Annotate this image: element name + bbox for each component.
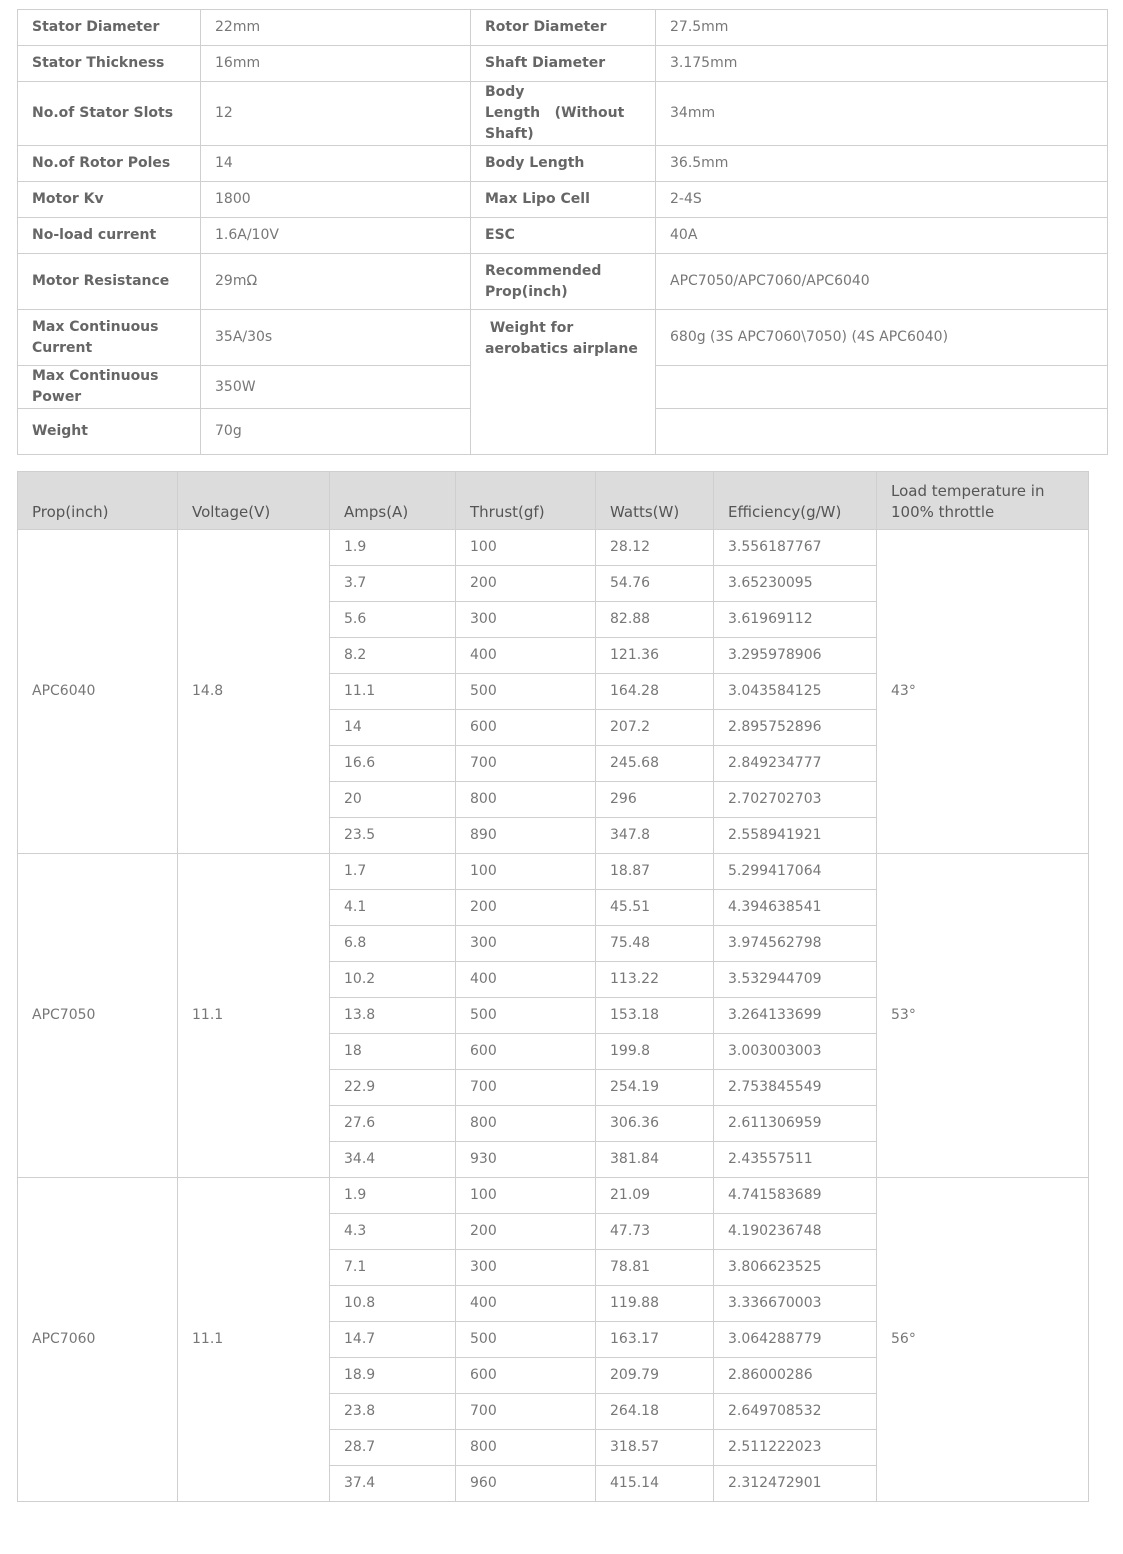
amps-cell: 16.6 — [330, 746, 456, 782]
amps-cell: 28.7 — [330, 1430, 456, 1466]
efficiency-cell: 2.312472901 — [714, 1466, 877, 1502]
spec-value: 34mm — [656, 82, 1108, 146]
voltage-cell: 11.1 — [178, 854, 330, 1178]
watts-cell: 119.88 — [596, 1286, 714, 1322]
spec-value — [656, 366, 1108, 409]
thrust-cell: 400 — [456, 1286, 596, 1322]
watts-cell: 318.57 — [596, 1430, 714, 1466]
efficiency-cell: 3.61969112 — [714, 602, 877, 638]
thrust-cell: 800 — [456, 1430, 596, 1466]
temperature-cell: 53° — [877, 854, 1089, 1178]
spec-label: Weight for aerobatics airplane — [471, 310, 656, 455]
thrust-cell: 500 — [456, 998, 596, 1034]
amps-cell: 23.8 — [330, 1394, 456, 1430]
watts-cell: 207.2 — [596, 710, 714, 746]
amps-cell: 22.9 — [330, 1070, 456, 1106]
prop-cell: APC6040 — [18, 530, 178, 854]
amps-cell: 5.6 — [330, 602, 456, 638]
spec-value: 36.5mm — [656, 146, 1108, 182]
spec-value: 27.5mm — [656, 10, 1108, 46]
amps-cell: 23.5 — [330, 818, 456, 854]
column-header: Amps(A) — [330, 472, 456, 530]
spec-row — [18, 254, 1108, 310]
column-header: Thrust(gf) — [456, 472, 596, 530]
amps-cell: 18 — [330, 1034, 456, 1070]
thrust-cell: 700 — [456, 746, 596, 782]
amps-cell: 3.7 — [330, 566, 456, 602]
amps-cell: 7.1 — [330, 1250, 456, 1286]
amps-cell: 4.3 — [330, 1214, 456, 1250]
spec-value: 1.6A/10V — [201, 218, 471, 254]
amps-cell: 1.7 — [330, 854, 456, 890]
spec-label: Max Continuous Current — [18, 310, 201, 366]
spec-label: Body Length — [471, 146, 656, 182]
spec-value: APC7050/APC7060/APC6040 — [656, 254, 1108, 310]
watts-cell: 264.18 — [596, 1394, 714, 1430]
thrust-cell: 600 — [456, 710, 596, 746]
watts-cell: 75.48 — [596, 926, 714, 962]
watts-cell: 21.09 — [596, 1178, 714, 1214]
amps-cell: 6.8 — [330, 926, 456, 962]
column-header: Watts(W) — [596, 472, 714, 530]
prop-cell: APC7050 — [18, 854, 178, 1178]
thrust-test-table — [17, 471, 1089, 1502]
spec-label: No-load current — [18, 218, 201, 254]
watts-cell: 415.14 — [596, 1466, 714, 1502]
spec-value: 35A/30s — [201, 310, 471, 366]
spec-label: ESC — [471, 218, 656, 254]
thrust-cell: 300 — [456, 1250, 596, 1286]
efficiency-cell: 2.849234777 — [714, 746, 877, 782]
amps-cell: 8.2 — [330, 638, 456, 674]
thrust-cell: 100 — [456, 1178, 596, 1214]
spec-value: 29mΩ — [201, 254, 471, 310]
efficiency-cell: 3.806623525 — [714, 1250, 877, 1286]
efficiency-cell: 4.394638541 — [714, 890, 877, 926]
amps-cell: 1.9 — [330, 530, 456, 566]
amps-cell: 1.9 — [330, 1178, 456, 1214]
temperature-cell: 56° — [877, 1178, 1089, 1502]
table-row — [18, 530, 1089, 566]
prop-cell: APC7060 — [18, 1178, 178, 1502]
amps-cell: 14.7 — [330, 1322, 456, 1358]
amps-cell: 4.1 — [330, 890, 456, 926]
watts-cell: 78.81 — [596, 1250, 714, 1286]
efficiency-cell: 3.532944709 — [714, 962, 877, 998]
efficiency-cell: 3.974562798 — [714, 926, 877, 962]
spec-label: Shaft Diameter — [471, 46, 656, 82]
watts-cell: 54.76 — [596, 566, 714, 602]
watts-cell: 209.79 — [596, 1358, 714, 1394]
spec-value: 3.175mm — [656, 46, 1108, 82]
spec-row — [18, 82, 1108, 146]
spec-label: Rotor Diameter — [471, 10, 656, 46]
thrust-cell: 700 — [456, 1070, 596, 1106]
spec-row — [18, 10, 1108, 46]
watts-cell: 82.88 — [596, 602, 714, 638]
motor-spec-table — [17, 9, 1108, 455]
spec-label: Body Length (Without Shaft) — [471, 82, 656, 146]
thrust-cell: 890 — [456, 818, 596, 854]
efficiency-cell: 2.649708532 — [714, 1394, 877, 1430]
spec-label: Motor Resistance — [18, 254, 201, 310]
thrust-test-body — [18, 530, 1089, 1502]
spec-label: Max Continuous Power — [18, 366, 201, 409]
spec-value: 14 — [201, 146, 471, 182]
watts-cell: 199.8 — [596, 1034, 714, 1070]
efficiency-cell: 4.741583689 — [714, 1178, 877, 1214]
voltage-cell: 11.1 — [178, 1178, 330, 1502]
thrust-cell: 400 — [456, 638, 596, 674]
thrust-cell: 100 — [456, 854, 596, 890]
spec-label: Stator Diameter — [18, 10, 201, 46]
table-row — [18, 854, 1089, 890]
watts-cell: 153.18 — [596, 998, 714, 1034]
spec-value: 350W — [201, 366, 471, 409]
efficiency-cell: 2.558941921 — [714, 818, 877, 854]
column-header: Load temperature in 100% throttle — [877, 472, 1089, 530]
amps-cell: 13.8 — [330, 998, 456, 1034]
watts-cell: 245.68 — [596, 746, 714, 782]
thrust-cell: 960 — [456, 1466, 596, 1502]
temperature-cell: 43° — [877, 530, 1089, 854]
spec-value: 22mm — [201, 10, 471, 46]
efficiency-cell: 3.043584125 — [714, 674, 877, 710]
watts-cell: 164.28 — [596, 674, 714, 710]
watts-cell: 18.87 — [596, 854, 714, 890]
thrust-cell: 200 — [456, 566, 596, 602]
spec-row — [18, 182, 1108, 218]
watts-cell: 45.51 — [596, 890, 714, 926]
spec-value: 1800 — [201, 182, 471, 218]
spec-value — [656, 409, 1108, 455]
watts-cell: 28.12 — [596, 530, 714, 566]
voltage-cell: 14.8 — [178, 530, 330, 854]
spec-value: 12 — [201, 82, 471, 146]
thrust-cell: 800 — [456, 782, 596, 818]
efficiency-cell: 2.86000286 — [714, 1358, 877, 1394]
efficiency-cell: 3.336670003 — [714, 1286, 877, 1322]
column-header: Efficiency(g/W) — [714, 472, 877, 530]
spec-label: No.of Rotor Poles — [18, 146, 201, 182]
spec-label: No.of Stator Slots — [18, 82, 201, 146]
thrust-cell: 400 — [456, 962, 596, 998]
spec-row — [18, 146, 1108, 182]
thrust-cell: 600 — [456, 1358, 596, 1394]
thrust-cell: 200 — [456, 1214, 596, 1250]
thrust-cell: 930 — [456, 1142, 596, 1178]
watts-cell: 306.36 — [596, 1106, 714, 1142]
spec-value: 680g (3S APC7060\7050) (4S APC6040) — [656, 310, 1108, 366]
watts-cell: 163.17 — [596, 1322, 714, 1358]
thrust-cell: 700 — [456, 1394, 596, 1430]
amps-cell: 18.9 — [330, 1358, 456, 1394]
watts-cell: 296 — [596, 782, 714, 818]
spec-value: 16mm — [201, 46, 471, 82]
spec-value: 70g — [201, 409, 471, 455]
efficiency-cell: 4.190236748 — [714, 1214, 877, 1250]
spec-label: Max Lipo Cell — [471, 182, 656, 218]
amps-cell: 27.6 — [330, 1106, 456, 1142]
thrust-cell: 800 — [456, 1106, 596, 1142]
amps-cell: 11.1 — [330, 674, 456, 710]
column-header: Voltage(V) — [178, 472, 330, 530]
spec-label: Motor Kv — [18, 182, 201, 218]
watts-cell: 113.22 — [596, 962, 714, 998]
watts-cell: 47.73 — [596, 1214, 714, 1250]
efficiency-cell: 5.299417064 — [714, 854, 877, 890]
watts-cell: 381.84 — [596, 1142, 714, 1178]
efficiency-cell: 3.264133699 — [714, 998, 877, 1034]
amps-cell: 34.4 — [330, 1142, 456, 1178]
spec-row — [18, 310, 1108, 366]
efficiency-cell: 2.702702703 — [714, 782, 877, 818]
thrust-cell: 200 — [456, 890, 596, 926]
spec-label: Stator Thickness — [18, 46, 201, 82]
efficiency-cell: 2.895752896 — [714, 710, 877, 746]
efficiency-cell: 2.511222023 — [714, 1430, 877, 1466]
efficiency-cell: 2.753845549 — [714, 1070, 877, 1106]
spec-row — [18, 46, 1108, 82]
column-header: Prop(inch) — [18, 472, 178, 530]
efficiency-cell: 3.556187767 — [714, 530, 877, 566]
watts-cell: 347.8 — [596, 818, 714, 854]
watts-cell: 121.36 — [596, 638, 714, 674]
efficiency-cell: 2.43557511 — [714, 1142, 877, 1178]
spec-value: 40A — [656, 218, 1108, 254]
efficiency-cell: 3.003003003 — [714, 1034, 877, 1070]
spec-label: Recommended Prop(inch) — [471, 254, 656, 310]
efficiency-cell: 3.295978906 — [714, 638, 877, 674]
efficiency-cell: 2.611306959 — [714, 1106, 877, 1142]
watts-cell: 254.19 — [596, 1070, 714, 1106]
amps-cell: 20 — [330, 782, 456, 818]
amps-cell: 14 — [330, 710, 456, 746]
table-row — [18, 1178, 1089, 1214]
thrust-cell: 100 — [456, 530, 596, 566]
amps-cell: 10.8 — [330, 1286, 456, 1322]
efficiency-cell: 3.65230095 — [714, 566, 877, 602]
thrust-cell: 600 — [456, 1034, 596, 1070]
table-header-row — [18, 472, 1089, 530]
efficiency-cell: 3.064288779 — [714, 1322, 877, 1358]
amps-cell: 10.2 — [330, 962, 456, 998]
thrust-cell: 500 — [456, 1322, 596, 1358]
spec-label: Weight — [18, 409, 201, 455]
thrust-cell: 300 — [456, 926, 596, 962]
amps-cell: 37.4 — [330, 1466, 456, 1502]
thrust-cell: 500 — [456, 674, 596, 710]
spec-row — [18, 218, 1108, 254]
spec-value: 2-4S — [656, 182, 1108, 218]
thrust-cell: 300 — [456, 602, 596, 638]
